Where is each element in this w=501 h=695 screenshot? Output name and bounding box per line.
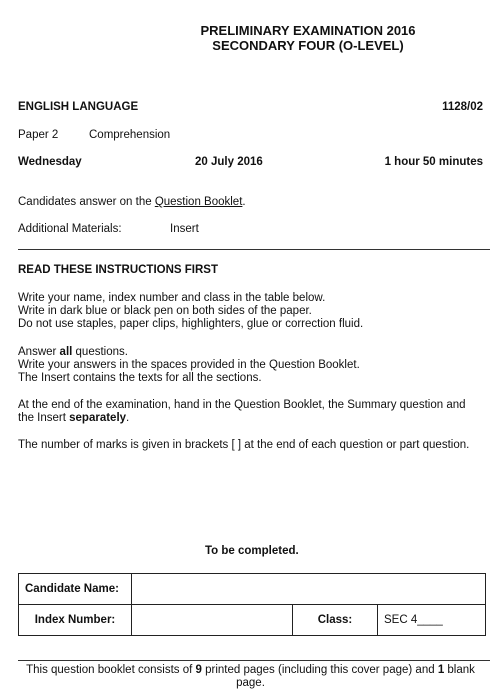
instruction-line: Do not use staples, paper clips, highlighters, glue or correction fluid. <box>18 318 364 330</box>
table-row <box>19 574 486 605</box>
exam-subtitle <box>0 38 501 53</box>
materials-value: Insert <box>170 223 199 235</box>
paper-name: Comprehension <box>89 129 171 141</box>
paper-code: 1128/02 <box>442 101 483 113</box>
footer-line: This question booklet consists of 9 printed pages (including this cover page) and 1 blank <box>26 664 475 676</box>
index-number-field[interactable] <box>132 605 293 636</box>
instructions-block-3 <box>18 399 466 425</box>
instruction-line: Write your answers in the spaces provided in the Question Booklet. <box>18 359 360 371</box>
marks-note <box>18 439 469 452</box>
to-be-completed-label: To be completed. <box>205 545 299 557</box>
instruction-line: the Insert separately. <box>18 412 130 424</box>
question-booklet-link: Question Booklet <box>154 196 243 208</box>
class-label: Class: <box>293 605 378 636</box>
index-number-label: Index Number: <box>19 605 132 636</box>
class-field[interactable]: SEC 4____ <box>378 605 486 636</box>
materials-label: Additional Materials: <box>18 223 122 235</box>
paper-number: Paper 2 <box>18 129 59 141</box>
subject-name: ENGLISH LANGUAGE <box>18 101 139 113</box>
instructions-heading: READ THESE INSTRUCTIONS FIRST <box>18 264 218 276</box>
exam-date: 20 July 2016 <box>195 156 263 168</box>
candidate-name-label: Candidate Name: <box>19 574 132 605</box>
instruction-line: Write in dark blue or black pen on both sides of the paper. <box>18 305 312 317</box>
divider-bottom <box>18 660 490 661</box>
instruction-line: At the end of the examination, hand in the Question Booklet, the Summary question and <box>18 399 466 411</box>
table-row <box>19 605 486 636</box>
footer-line: page. <box>236 677 265 689</box>
exam-title <box>0 23 501 38</box>
exam-duration: 1 hour 50 minutes <box>384 156 483 168</box>
instruction-line: The number of marks is given in brackets [ ] at the end of each question or part question. <box>18 439 470 451</box>
divider-top <box>18 249 490 250</box>
booklet-page-count <box>0 664 501 690</box>
exam-title-line2: SECONDARY FOUR (O-LEVEL) <box>212 38 404 53</box>
instructions-block-1 <box>18 292 363 331</box>
exam-title-line1: PRELIMINARY EXAMINATION 2016 <box>200 23 416 38</box>
candidate-name-field[interactable] <box>132 574 486 605</box>
answer-location: Candidates answer on the Question Booklet. <box>18 196 246 208</box>
instruction-line: Answer all questions. <box>18 346 128 358</box>
instruction-line: The Insert contains the texts for all the sections. <box>18 372 262 384</box>
exam-day: Wednesday <box>18 156 82 168</box>
instruction-line: Write your name, index number and class in the table below. <box>18 292 326 304</box>
candidate-details-table <box>18 573 486 636</box>
instructions-block-2 <box>18 346 360 385</box>
